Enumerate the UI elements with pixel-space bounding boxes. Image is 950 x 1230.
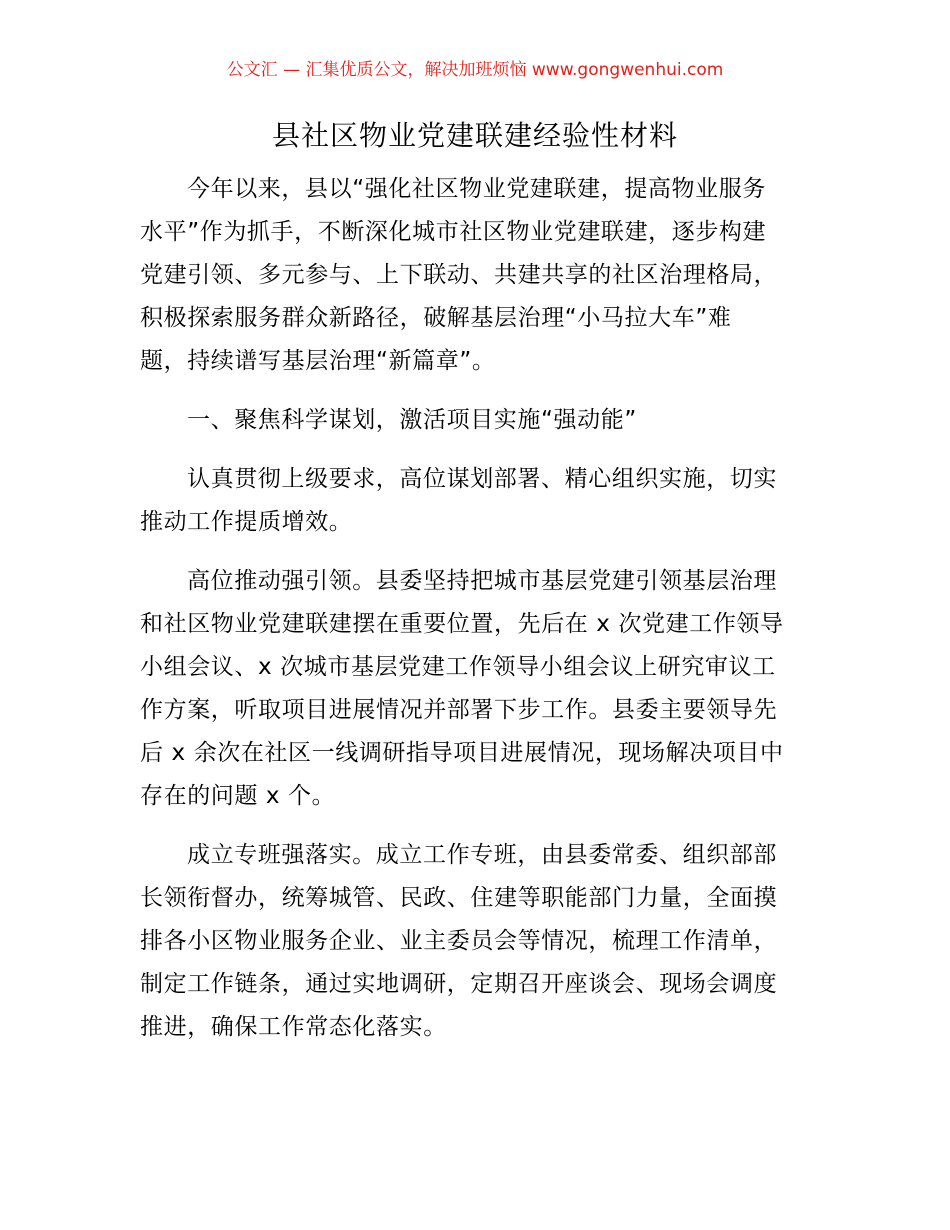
document-title: 县社区物业党建联建经验性材料 [271,119,678,152]
paragraph-line: 高位推动强引领。县委坚持把城市基层党建引领基层治理 [187,568,777,594]
paragraph-line: 作方案，听取项目进展情况并部署下步工作。县委主要领导先 [140,697,778,723]
paragraph-line: 认真贯彻上级要求，高位谋划部署、精心组织实施，切实 [187,466,777,492]
body-paragraph [140,458,812,544]
paragraph-line: 和社区物业党建联建摆在重要位置，先后在 x 次党建工作领导 [140,611,784,637]
paragraph-line: 今年以来，县以“强化社区物业党建联建，提高物业服务 [187,176,766,202]
paragraph-line: 推动工作提质增效。 [140,509,353,535]
paragraph-line: 长领衔督办，统筹城管、民政、住建等职能部门力量，全面摸 [140,885,778,911]
paragraph-line: 成立专班强落实。成立工作专班，由县委常委、组织部部 [187,842,777,868]
document-body [140,168,812,1065]
paragraph-line: 推进，确保工作常态化落实。 [140,1014,447,1040]
paragraph-line: 一、聚焦科学谋划，激活项目实施“强动能” [187,407,637,433]
body-paragraph [140,168,812,383]
paragraph-line: 小组会议、x 次城市基层党建工作领导小组会议上研究审议工 [140,654,776,680]
paragraph-line: 存在的问题 x 个。 [140,783,336,809]
paragraph-line: 水平”作为抓手，不断深化城市社区物业党建联建，逐步构建 [140,219,767,245]
paragraph-line: 排各小区物业服务企业、业主委员会等情况，梳理工作清单， [140,928,778,954]
body-paragraph [140,560,812,818]
paragraph-line: 后 x 余次在社区一线调研指导项目进展情况，现场解决项目中 [140,740,784,766]
paragraph-line: 党建引领、多元参与、上下联动、共建共享的社区治理格局， [140,262,778,288]
paragraph-line: 题，持续谱写基层治理“新篇章”。 [140,348,496,374]
paragraph-line: 积极探索服务群众新路径，破解基层治理“小马拉大车”难 [140,305,732,331]
paragraph-line: 制定工作链条，通过实地调研，定期召开座谈会、现场会调度 [140,971,778,997]
site-header[interactable]: 公文汇 — 汇集优质公文，解决加班烦恼 www.gongwenhui.com [226,60,724,80]
body-paragraph [140,399,812,442]
body-paragraph [140,834,812,1049]
